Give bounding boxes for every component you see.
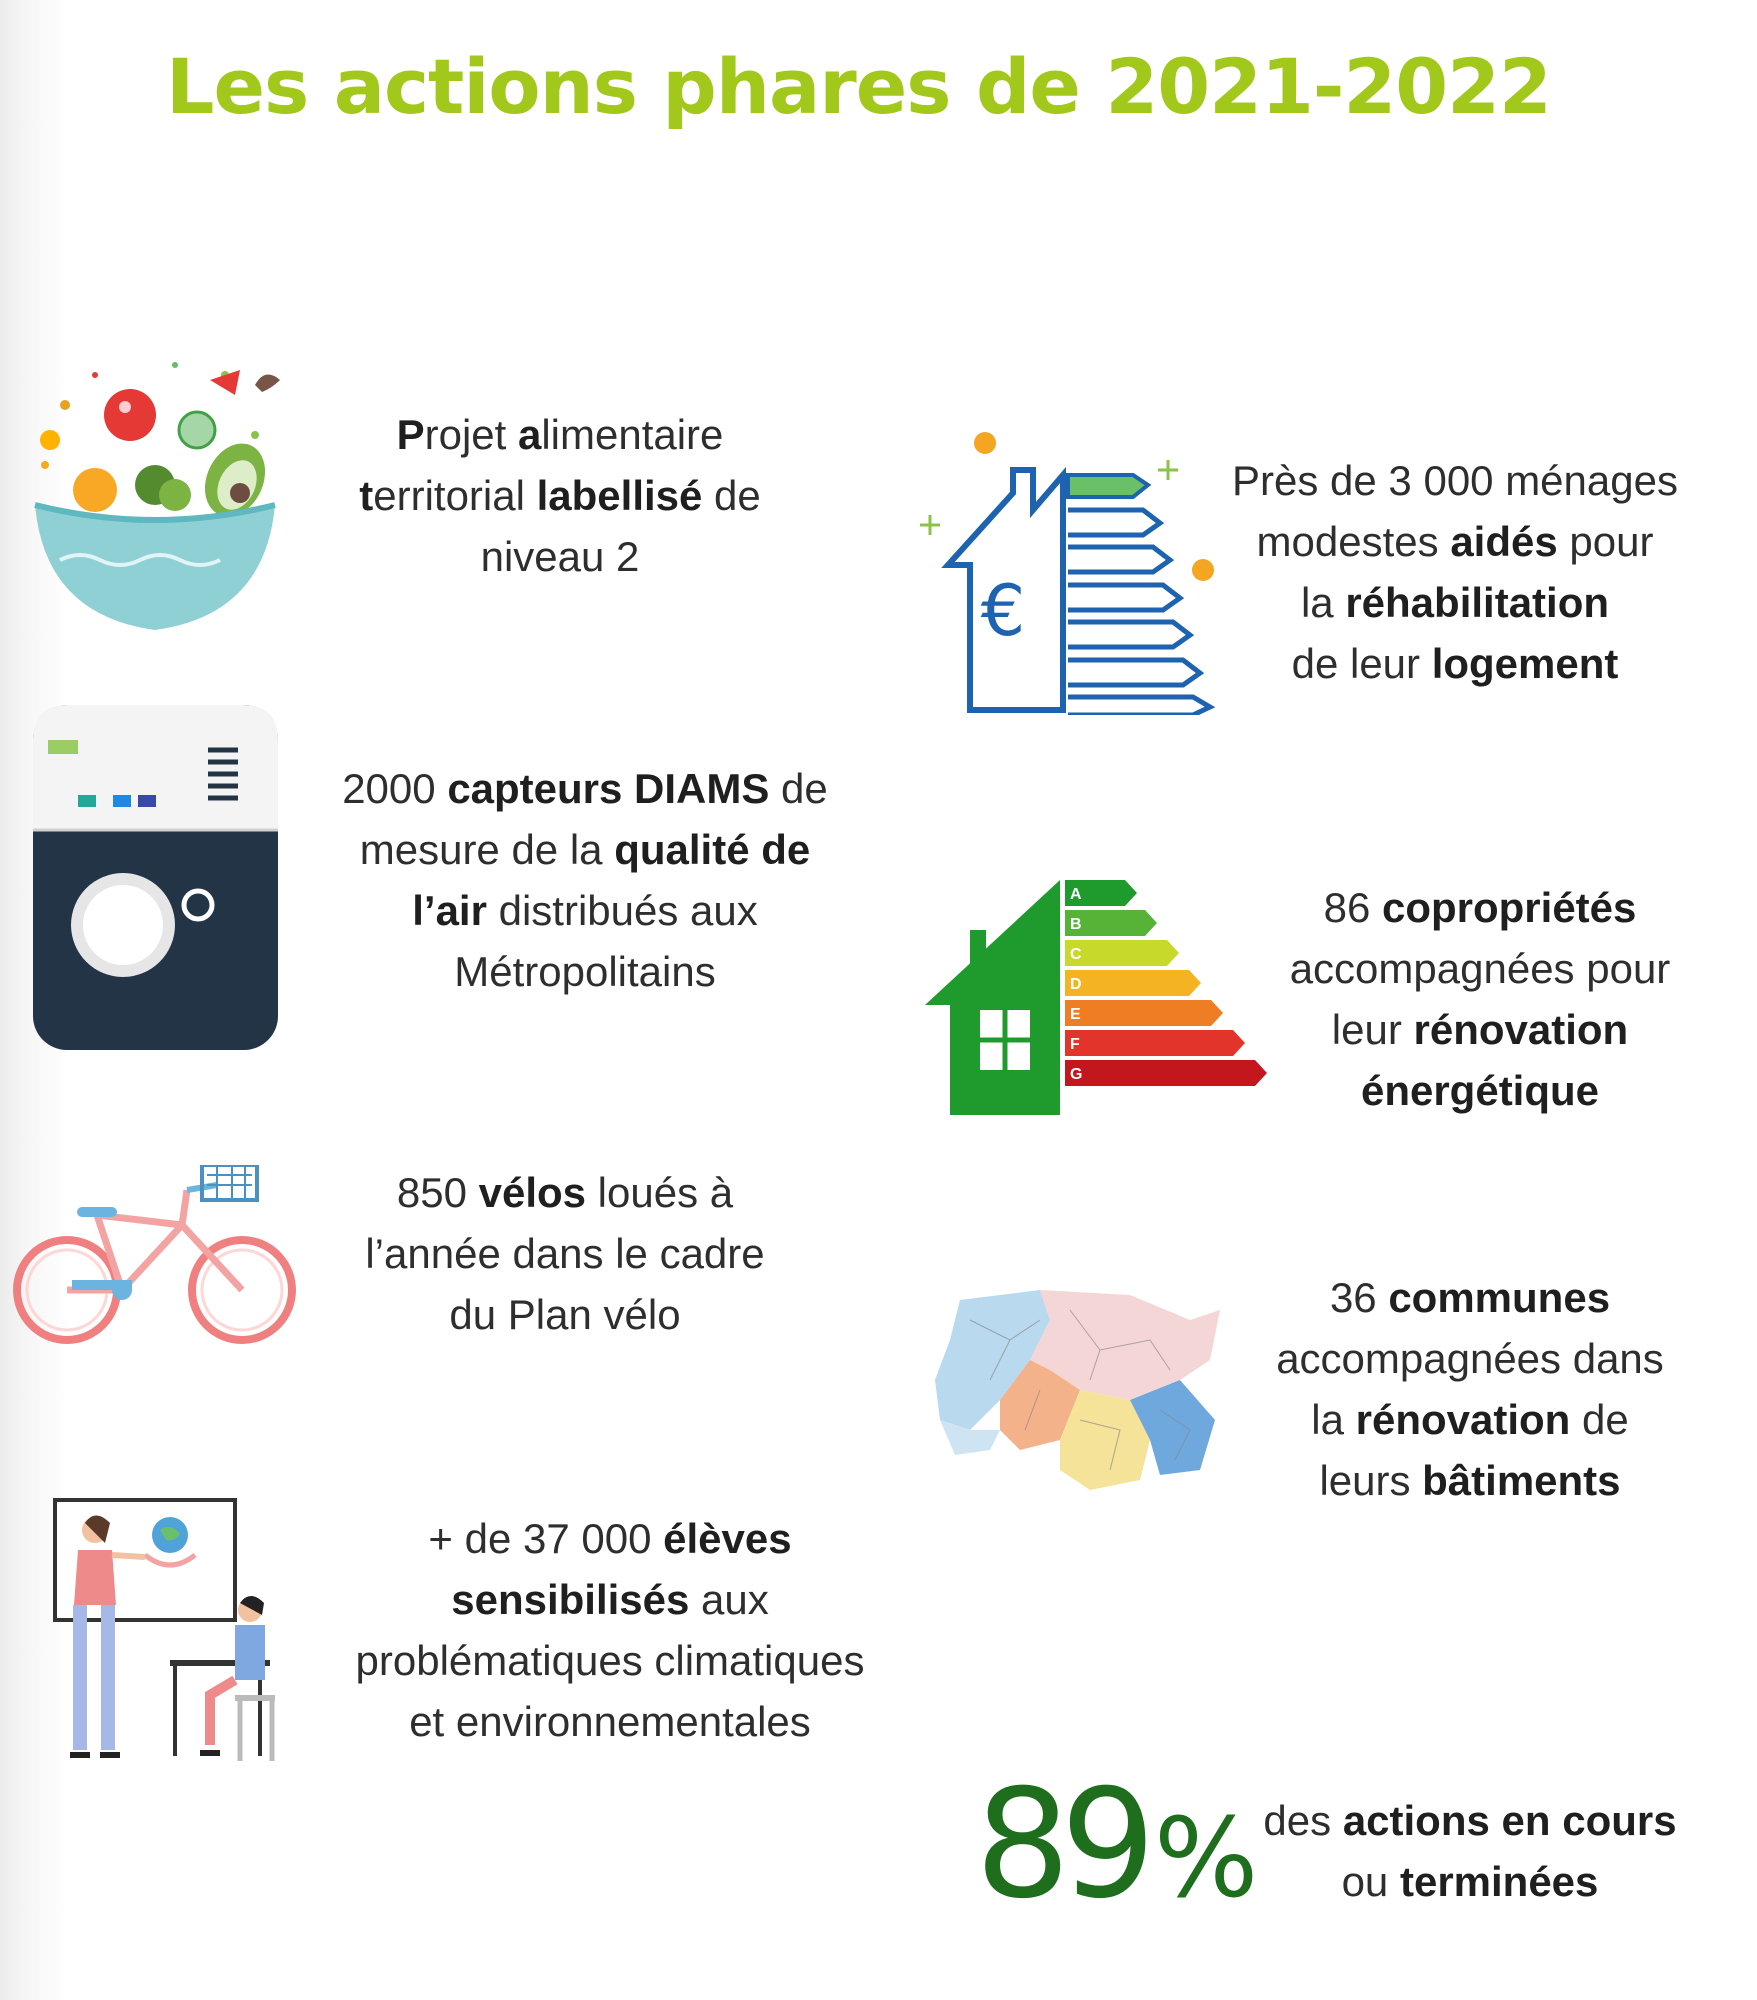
energy-label-house-icon bbox=[925, 875, 1275, 1120]
energy-class-d-label: D bbox=[1070, 976, 1082, 993]
salad-bowl-icon bbox=[25, 345, 285, 635]
energy-class-b-label: B bbox=[1070, 916, 1082, 933]
actions-percent-number: 89 bbox=[975, 1758, 1146, 1932]
actions-percent-stat bbox=[975, 1758, 1259, 1933]
coproprietes-text: 86 copropriétés accompagnées pour leur rénovation énergétique bbox=[1289, 884, 1671, 1114]
energy-class-a-label: A bbox=[1070, 886, 1082, 903]
actions-text: des actions en cours ou terminées bbox=[1263, 1797, 1677, 1905]
house-euro-energy-icon bbox=[918, 425, 1218, 715]
page-title: Les actions phares de 2021-2022 bbox=[166, 42, 1551, 131]
energy-class-g-label: G bbox=[1070, 1066, 1083, 1083]
diams-text: 2000 capteurs DIAMS de mesure de la qualité de l’air distribués aux Métropolitains bbox=[342, 765, 828, 995]
energy-class-c-label: C bbox=[1070, 946, 1082, 963]
page-title-wrap bbox=[0, 42, 1737, 131]
svg-text:€: € bbox=[980, 570, 1026, 652]
pat-text: Projet alimentaire territorial labellisé de niveau 2 bbox=[359, 411, 761, 580]
bicycle-icon bbox=[12, 1165, 297, 1350]
energy-class-e-label: E bbox=[1070, 1006, 1081, 1023]
actions-percent-sign: % bbox=[1153, 1794, 1259, 1922]
eleves-text: + de 37 000 élèves sensibilisés aux problématiques climatiques et environnementales bbox=[355, 1515, 865, 1745]
velo-text: 850 vélos loués à l’année dans le cadre du Plan vélo bbox=[365, 1169, 765, 1338]
energy-class-f-label: F bbox=[1070, 1036, 1080, 1053]
menages-text: Près de 3 000 ménages modestes aidés pour la réhabilitation de leur logement bbox=[1232, 457, 1678, 687]
classroom-icon bbox=[50, 1495, 310, 1770]
communes-text: 36 communes accompagnées dans la rénovation de leurs bâtiments bbox=[1276, 1274, 1664, 1504]
communes-map-icon bbox=[930, 1280, 1230, 1505]
air-sensor-icon bbox=[28, 700, 283, 1055]
